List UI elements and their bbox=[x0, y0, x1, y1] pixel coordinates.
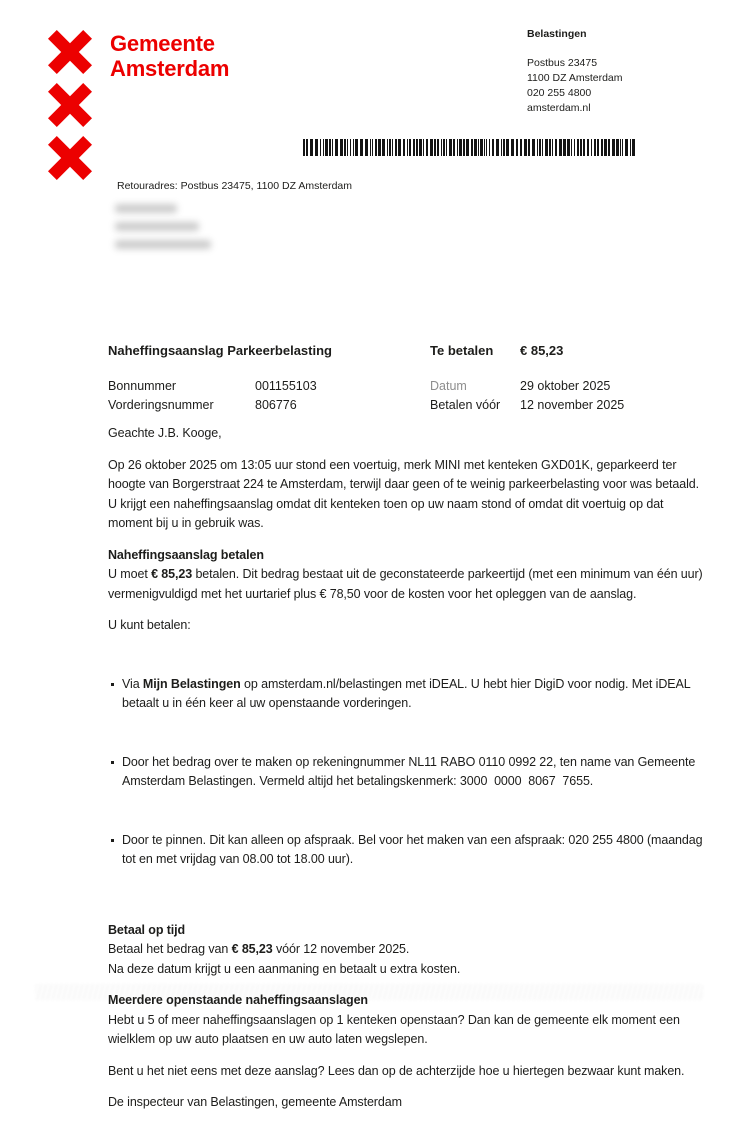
pay-amount: € 85,23 bbox=[151, 567, 193, 581]
ontime-post: vóór 12 november 2025. bbox=[272, 942, 410, 956]
bullet-text bbox=[122, 675, 708, 714]
bullet-icon bbox=[111, 761, 114, 764]
betalen-voor-label: Betalen vóór bbox=[430, 398, 501, 412]
sender-postcode: 1100 DZ Amsterdam bbox=[527, 72, 623, 84]
redacted-address-line bbox=[115, 204, 177, 213]
section-heading-meerdere: Meerdere openstaande naheffingsaanslagen bbox=[108, 993, 368, 1007]
vorderingsnummer-label: Vorderingsnummer bbox=[108, 398, 214, 412]
sender-website: amsterdam.nl bbox=[527, 102, 591, 114]
bullet1-post: op amsterdam.nl/belastingen met iDEAL. U hebt hier DigiD voor nodig. Met iDEAL betaalt u in één keer al uw openstaande vorderingen. bbox=[122, 676, 694, 710]
bullet-icon bbox=[111, 683, 114, 686]
intro-paragraph: Op 26 oktober 2025 om 13:05 uur stond een voertuig, merk MINI met kenteken GXD01K, geparkeerd ter hoogte van Borgerstraat 224 te Amsterdam, terwijl daar geen of te weinig parkeerbelasting voor was betaald. U krijgt een naheffingsaanslag omdat dit kenteken toen op uw naam stond of omdat dit voertuig op dat moment bij u in gebruik was. bbox=[108, 457, 703, 530]
multiple-paragraph: Hebt u 5 of meer naheffingsaanslagen op 1 kenteken openstaan? Dan kan de gemeente elk moment een wielklem op uw auto plaatsen en uw auto laten wegslepen. bbox=[108, 1012, 684, 1046]
vorderingsnummer-value: 806776 bbox=[255, 398, 297, 412]
pay-paragraph bbox=[108, 565, 708, 604]
payment-option-mijn-belastingen bbox=[108, 675, 708, 714]
pay-text-pre: U moet bbox=[108, 567, 152, 581]
summary-row bbox=[108, 396, 708, 416]
redacted-address-line bbox=[115, 222, 199, 231]
barcode bbox=[303, 139, 635, 156]
logo-line-gemeente: Gemeente bbox=[110, 31, 215, 56]
document-title: Naheffingsaanslag Parkeerbelasting bbox=[108, 343, 332, 358]
pay-text-post: betalen. Dit bedrag bestaat uit de geconstateerde parkeertijd (met een minimum van één uur) vermenigvuldigd met het uurtarief plus € 78,50 voor de kosten voor het opleggen van de aanslag. bbox=[108, 567, 706, 601]
te-betalen-label: Te betalen bbox=[430, 343, 494, 358]
bullet-text: Door het bedrag over te maken op rekeningnummer NL11 RABO 0110 0992 22, ten name van Gemeente Amsterdam Belastingen. Vermeld altijd het betalingskenmerk: 3000 0000 8067 7655. bbox=[122, 754, 698, 788]
payment-option-bank-transfer bbox=[108, 753, 708, 792]
return-address: Retouradres: Postbus 23475, 1100 DZ Amsterdam bbox=[117, 180, 353, 192]
payment-options-list bbox=[108, 636, 708, 909]
payment-options-intro: U kunt betalen: bbox=[108, 618, 191, 632]
bullet1-bold: Mijn Belastingen bbox=[142, 676, 241, 691]
payment-option-pin bbox=[108, 831, 708, 870]
salutation: Geachte J.B. Kooge, bbox=[108, 426, 222, 440]
summary-row bbox=[108, 377, 708, 397]
bonnummer-value: 001155103 bbox=[255, 378, 317, 393]
gemeente-amsterdam-logo bbox=[110, 31, 229, 81]
sender-department: Belastingen bbox=[527, 28, 587, 40]
faint-footer-smudge bbox=[35, 984, 703, 1000]
sender-address-block bbox=[527, 27, 623, 116]
section-heading-betalen: Naheffingsaanslag betalen bbox=[108, 547, 264, 562]
letter-body bbox=[108, 424, 708, 1125]
bonnummer-label: Bonnummer bbox=[108, 378, 177, 393]
betalen-voor-value: 12 november 2025 bbox=[520, 398, 625, 412]
ontime-amount: € 85,23 bbox=[231, 942, 273, 956]
bullet-icon bbox=[111, 839, 114, 842]
te-betalen-amount: € 85,23 bbox=[520, 343, 564, 358]
logo-line-amsterdam: Amsterdam bbox=[110, 56, 230, 81]
section-heading-op-tijd: Betaal op tijd bbox=[108, 922, 186, 937]
sender-postbus: Postbus 23475 bbox=[527, 57, 598, 69]
datum-label: Datum bbox=[430, 378, 467, 393]
datum-value: 29 oktober 2025 bbox=[520, 378, 611, 393]
sender-phone: 020 255 4800 bbox=[527, 87, 592, 99]
ontime-paragraph bbox=[108, 940, 708, 960]
ontime-pre: Betaal het bedrag van bbox=[108, 942, 232, 956]
recipient-address-redacted bbox=[115, 204, 211, 258]
bullet-text: Door te pinnen. Dit kan alleen op afspraak. Bel voor het maken van een afspraak: 020 255 4800 (maandag tot en met vrijdag van 08.00 tot 18.00 uur). bbox=[122, 832, 706, 866]
bullet1-pre: Via bbox=[122, 676, 143, 691]
redacted-address-line bbox=[115, 240, 211, 249]
objection-paragraph: Bent u het niet eens met deze aanslag? Lees dan op de achterzijde hoe u hiertegen bezwaar kunt maken. bbox=[108, 1063, 685, 1078]
signoff: De inspecteur van Belastingen, gemeente Amsterdam bbox=[108, 1095, 402, 1109]
amsterdam-crosses-icon bbox=[48, 30, 92, 180]
ontime-line2: Na deze datum krijgt u een aanmaning en betaalt u extra kosten. bbox=[108, 961, 461, 976]
assessment-summary bbox=[108, 341, 708, 416]
